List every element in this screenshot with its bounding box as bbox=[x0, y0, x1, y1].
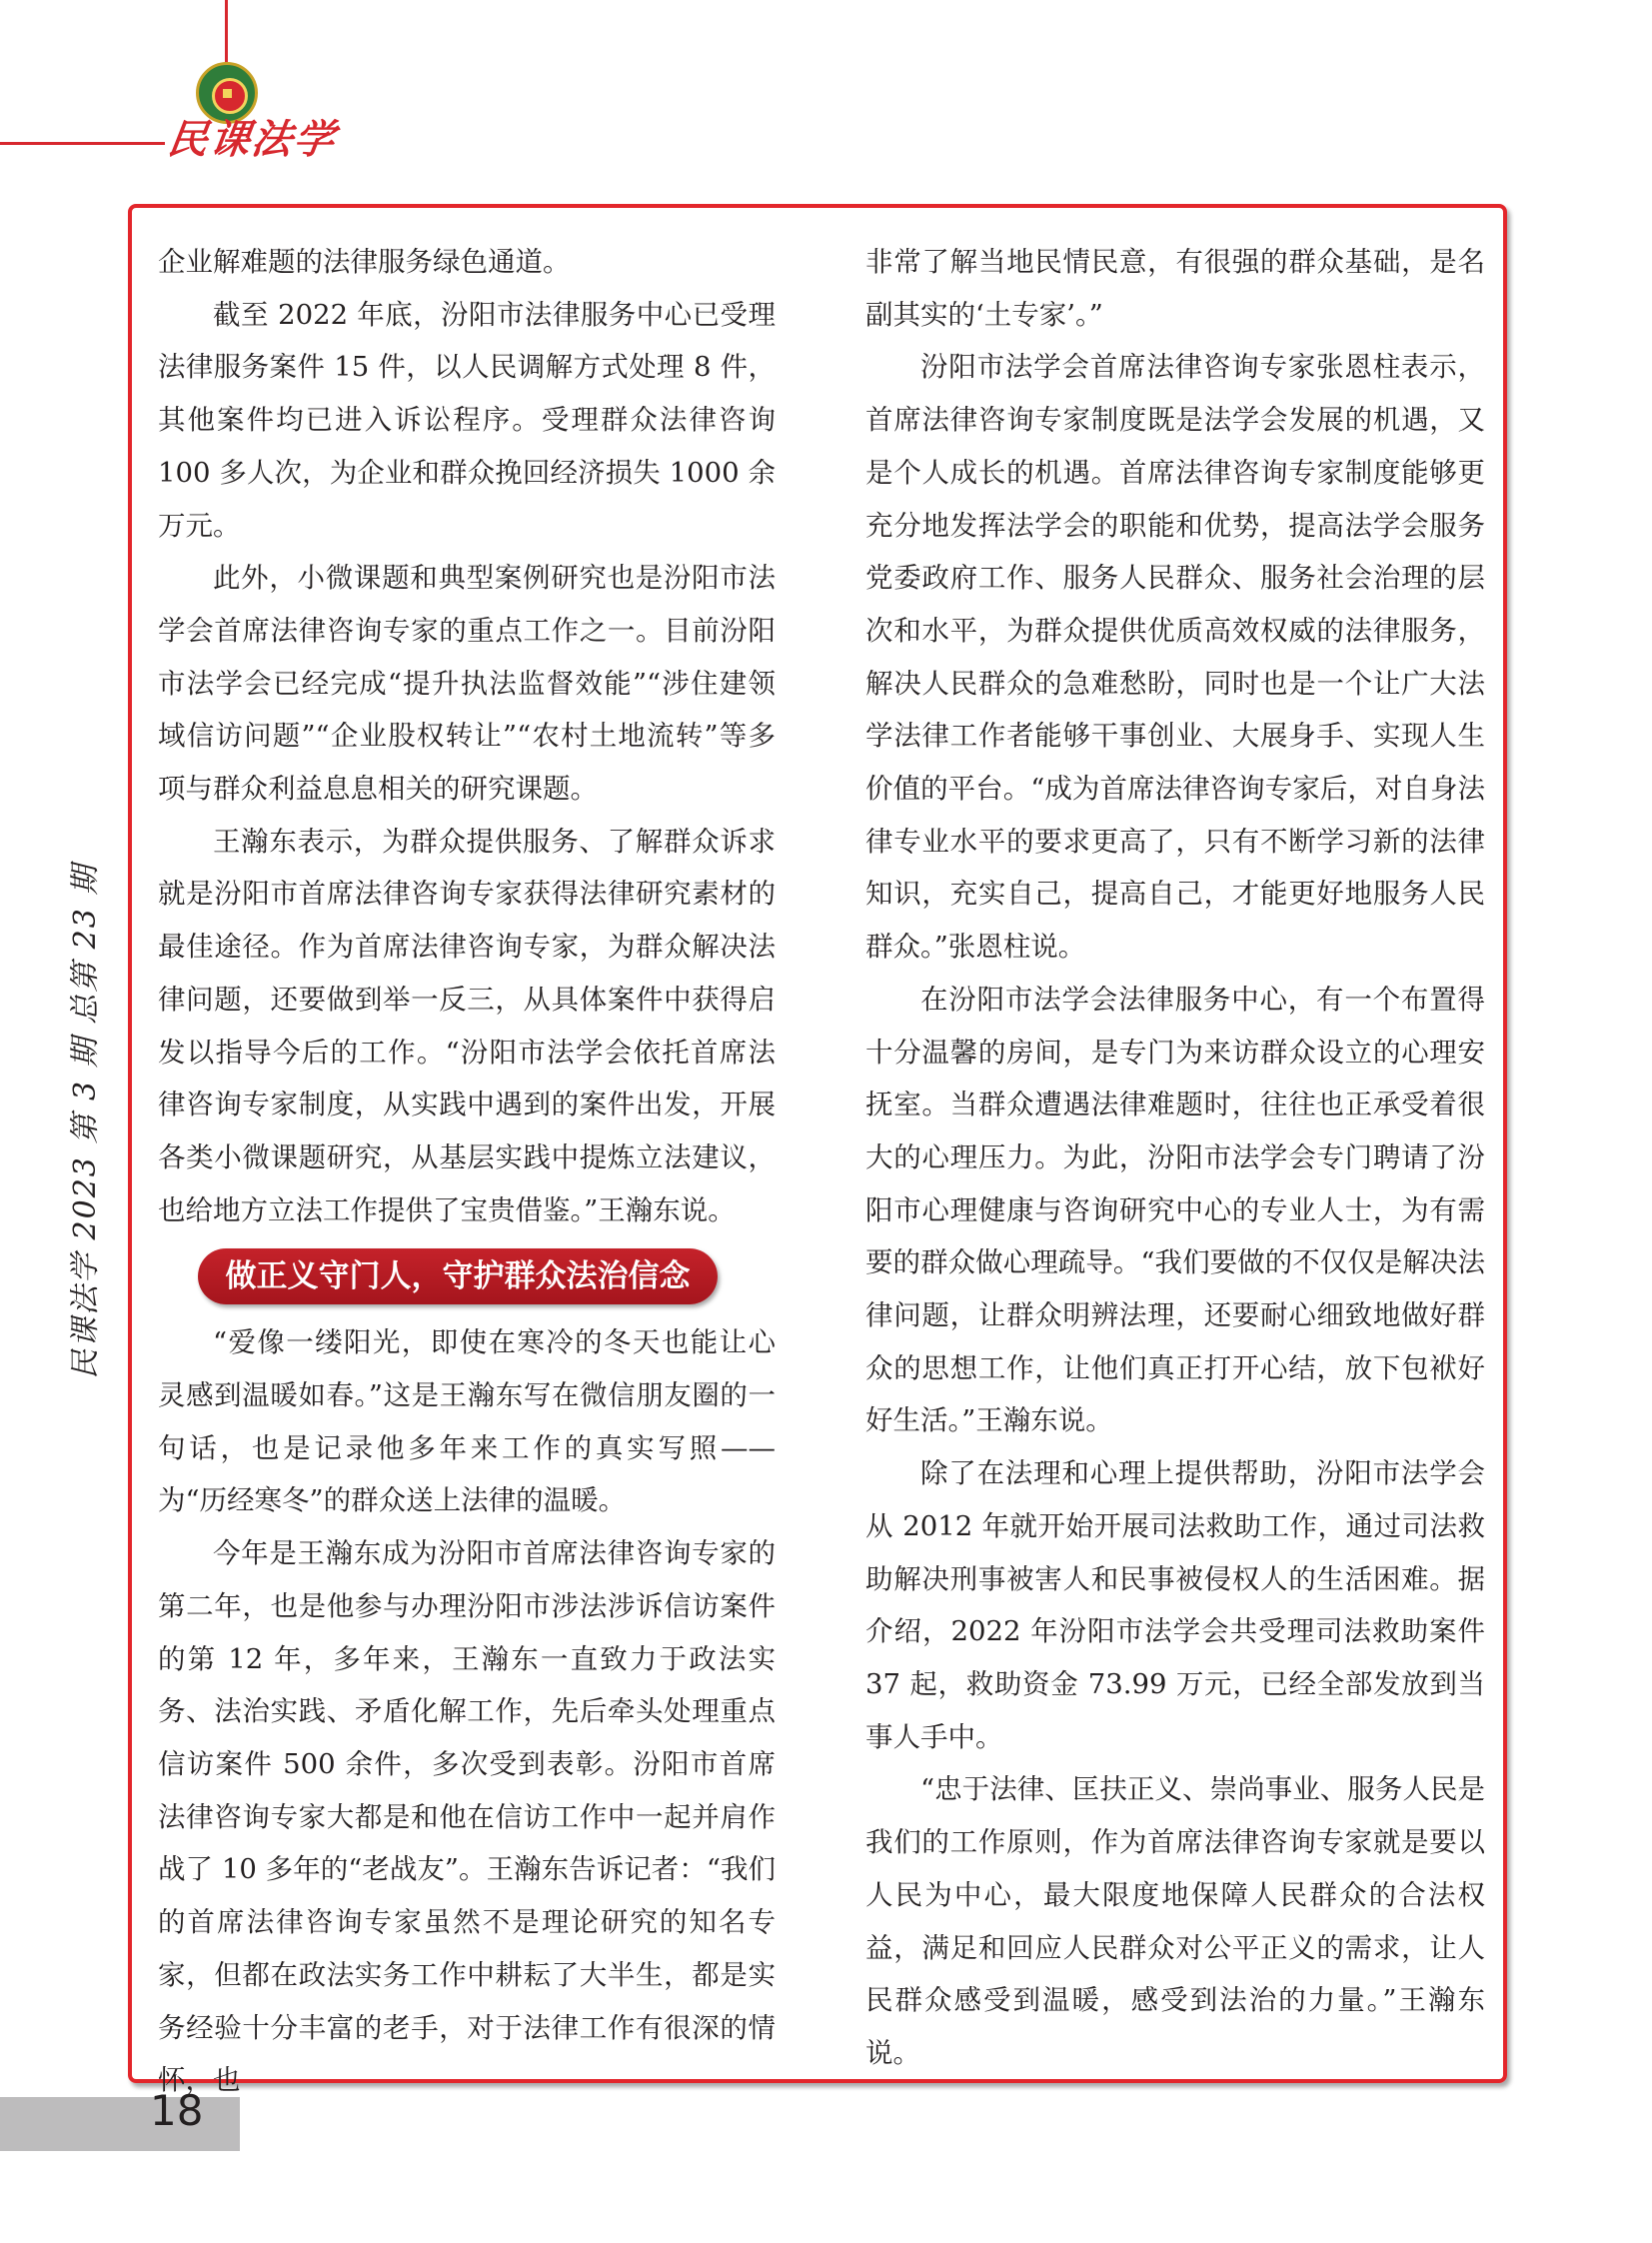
side-issue-label bbox=[58, 863, 103, 1379]
left-column bbox=[158, 236, 776, 2107]
header-vertical-rule bbox=[225, 0, 228, 70]
page-number-bar bbox=[0, 2097, 240, 2151]
law-society-emblem-icon bbox=[196, 62, 258, 124]
paragraph: 汾阳市法学会首席法律咨询专家张恩柱表示，首席法律咨询专家制度既是法学会发展的机遇，又是个人成长的机遇。首席法律咨询专家制度能够更充分地发挥法学会的职能和优势，提高法学会服务党委政府工作、服务人民群众、服务社会治理的层次和水平，为群众提供优质高效权威的法律服务，解决人民群众的急难愁盼，同时也是一个让广大法学法律工作者能够干事创业、大展身手、实现人生价值的平台。“成为首席法律咨询专家后，对自身法律专业水平的要求更高了，只有不断学习新的法律知识，充实自己，提高自己，才能更好地服务人民群众。”张恩柱说。 bbox=[865, 351, 1485, 964]
paragraph: 企业解难题的法律服务绿色通道。 bbox=[158, 246, 571, 278]
section-heading: 做正义守门人，守护群众法治信念 bbox=[198, 1248, 718, 1304]
paragraph: 今年是王瀚东成为汾阳市首席法律咨询专家的第二年，也是他参与办理汾阳市涉法涉诉信访案件的第 12 年，多年来，王瀚东一直致力于政法实务、法治实践、矛盾化解工作，先后牵头处理重点信访案件 500 余件，多次受到表彰。汾阳市首席法律咨询专家大都是和他在信访工作中一起并肩作战了 10 多年的“老战友”。王瀚东告诉记者：“我们的首席法律咨询专家虽然不是理论研究的知名专家，但都在政法实务工作中耕耘了大半生，都是实务经验十分丰富的老手，对于法律工作有很深的情怀，也 bbox=[158, 1537, 776, 2097]
page-number: 18 bbox=[150, 2086, 204, 2135]
paragraph: 截至 2022 年底，汾阳市法律服务中心已受理法律服务案件 15 件，以人民调解方式处理 8 件，其他案件均已进入诉讼程序。受理群众法律咨询 100 多人次，为企业和群众挽回经济损失 1000 余万元。 bbox=[158, 298, 776, 542]
paragraph: 在汾阳市法学会法律服务中心，有一个布置得十分温馨的房间，是专门为来访群众设立的心理安抚室。当群众遭遇法律难题时，往往也正承受着很大的心理压力。为此，汾阳市法学会专门聘请了汾阳市心理健康与咨询研究中心的专业人士，为有需要的群众做心理疏导。“我们要做的不仅仅是解决法律问题，让群众明辨法理，还要耐心细致地做好群众的思想工作，让他们真正打开心结，放下包袱好好生活。”王瀚东说。 bbox=[865, 983, 1485, 1437]
header-horizontal-rule bbox=[0, 142, 165, 145]
paragraph: “忠于法律、匡扶正义、崇尚事业、服务人民是我们的工作原则，作为首席法律咨询专家就是要以人民为中心，最大限度地保障人民群众的合法权益，满足和回应人民群众对公平正义的需求，让人民群众感受到温暖，感受到法治的力量。”王瀚东说。 bbox=[865, 1773, 1485, 2069]
right-column bbox=[865, 236, 1485, 2080]
paragraph: 王瀚东表示，为群众提供服务、了解群众诉求就是汾阳市首席法律咨询专家获得法律研究素材的最佳途径。作为首席法律咨询专家，为群众解决法律问题，还要做到举一反三，从具体案件中获得启发以指导今后的工作。“汾阳市法学会依托首席法律咨询专家制度，从实践中遇到的案件出发，开展各类小微课题研究，从基层实践中提炼立法建议，也给地方立法工作提供了宝贵借鉴。”王瀚东说。 bbox=[158, 825, 776, 1226]
side-issue-text: 民课法学 2023 第 3 期 总第 23 期 bbox=[68, 863, 103, 1379]
magazine-brand: 民课法学 bbox=[164, 116, 340, 163]
paragraph: 此外，小微课题和典型案例研究也是汾阳市法学会首席法律咨询专家的重点工作之一。目前汾阳市法学会已经完成“提升执法监督效能”“涉住建领域信访问题”“企业股权转让”“农村土地流转”等多项与群众利益息息相关的研究课题。 bbox=[158, 562, 776, 806]
paragraph: 非常了解当地民情民意，有很强的群众基础，是名副其实的‘土专家’。” bbox=[865, 246, 1485, 331]
paragraph: 除了在法理和心理上提供帮助，汾阳市法学会从 2012 年就开始开展司法救助工作，通过司法救助解决刑事被害人和民事被侵权人的生活困难。据介绍，2022 年汾阳市法学会共受理司法救助案件 37 起，救助资金 73.99 万元，已经全部发放到当事人手中。 bbox=[865, 1457, 1485, 1753]
paragraph: “爱像一缕阳光，即使在寒冷的冬天也能让心灵感到温暖如春。”这是王瀚东写在微信朋友圈的一句话，也是记录他多年来工作的真实写照——为“历经寒冬”的群众送上法律的温暖。 bbox=[158, 1326, 776, 1517]
